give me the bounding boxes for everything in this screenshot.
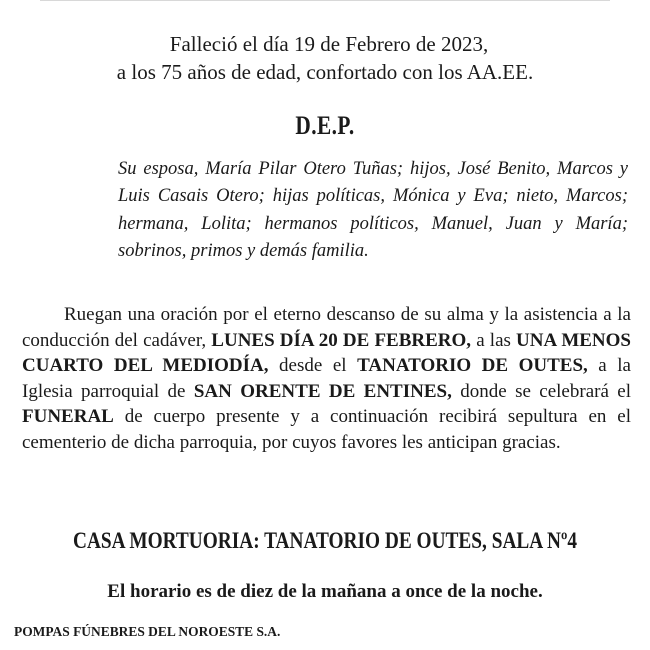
prayer-text-5: donde se celebrará el <box>451 380 631 402</box>
family-paragraph: Su esposa, María Pilar Otero Tuñas; hijos, José Benito, Marcos y Luis Casais Otero; hijas políticas, Mónica y Eva; nieto, Marcos; hermana, Lolita; hermanos políticos, Manuel, Juan y María; sobrinos, primos y demás familia. <box>118 159 628 262</box>
church-name: SAN ORENTE DE ENTINES, <box>193 380 452 402</box>
prayer-text-4: a la Iglesia parroquial de <box>22 355 631 402</box>
prayer-text <box>22 302 631 455</box>
casa-mortuoria-line: CASA MORTUORIA: TANATORIO DE OUTES, SALA Nº4 <box>73 528 577 553</box>
prayer-paragraph <box>22 302 631 455</box>
funeral-time: UNA MENOS CUARTO DEL MEDIODÍA, <box>22 329 631 376</box>
prayer-text-3: desde el <box>268 355 358 376</box>
death-date-line: Falleció el día 19 de Febrero de 2023, <box>169 32 489 56</box>
departure-place: TANATORIO DE OUTES, <box>357 355 588 376</box>
prayer-text-1: Ruegan una oración por el eterno descanso de su alma y la asistencia a la conducción del cadáver, <box>22 304 631 351</box>
schedule-line: El horario es de diez de la mañana a once de la noche. <box>107 581 543 602</box>
funeral-company: POMPAS FÚNEBRES DEL NOROESTE S.A. <box>14 625 281 640</box>
prayer-text-6: de cuerpo presente y a continuación recibirá sepultura en el cementerio de dicha parroquia, por cuyos favores les anticipan gracias. <box>22 406 631 453</box>
dep-heading: D.E.P. <box>295 111 355 140</box>
prayer-text-2: a las <box>471 329 517 351</box>
death-announcement <box>0 30 650 86</box>
funeral-day: LUNES DÍA 20 DE FEBRERO, <box>211 329 472 351</box>
age-line: a los 75 años de edad, confortado con los AA.EE. <box>116 60 534 84</box>
funeral-word: FUNERAL <box>22 406 114 427</box>
top-border <box>40 0 610 5</box>
